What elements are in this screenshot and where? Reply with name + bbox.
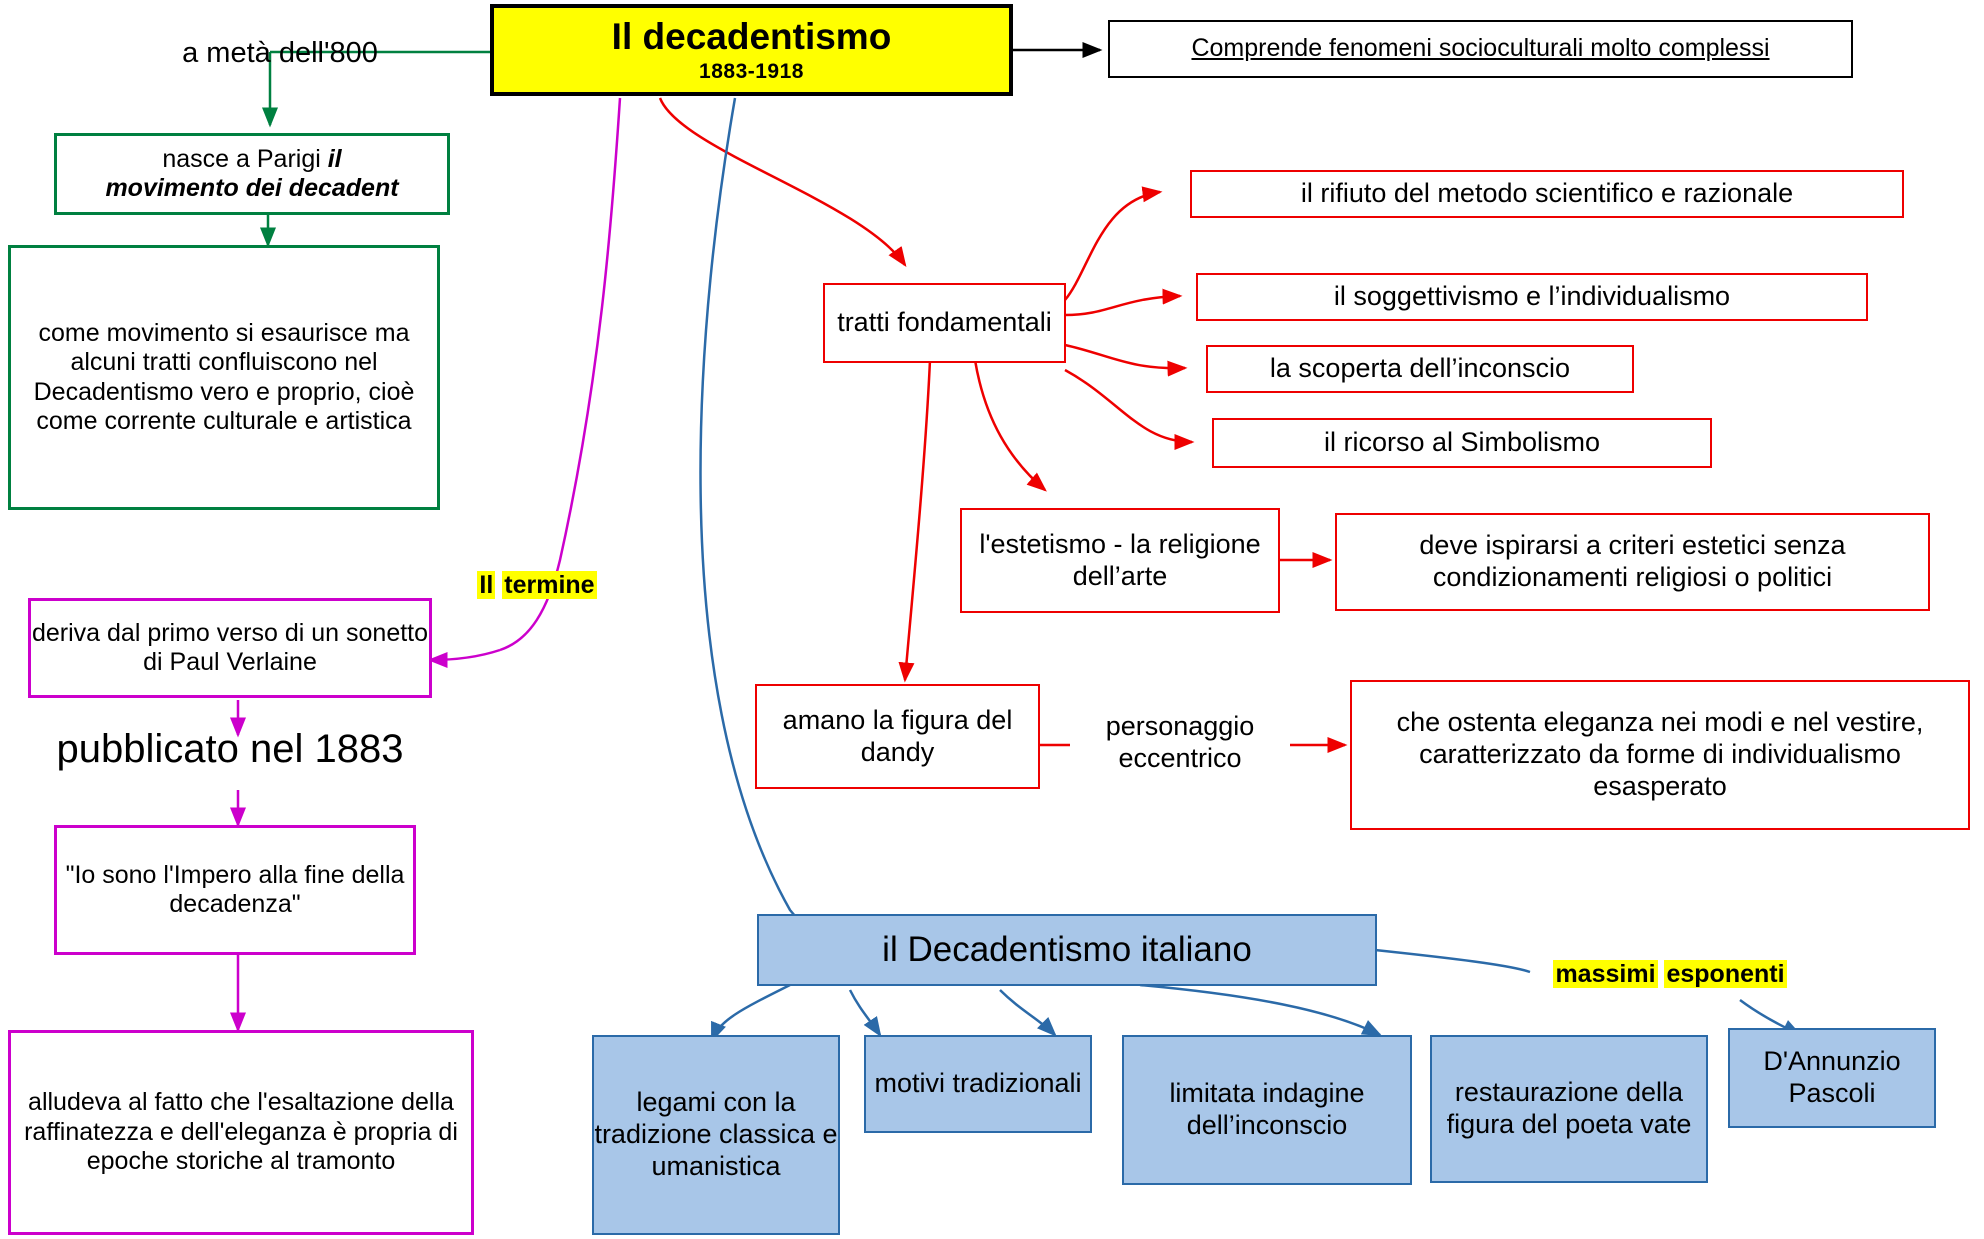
- node-tratti-fondamentali: [823, 283, 1066, 363]
- node-soggettivismo-label: il soggettivismo e l’individualismo: [1333, 281, 1731, 312]
- node-personaggio-label: personaggio eccentrico: [1105, 711, 1255, 773]
- node-deriva-sonetto: [28, 598, 432, 698]
- node-scoperta-inconscio: [1206, 345, 1634, 393]
- node-autori-dannunzio-pascoli: [1728, 1028, 1936, 1128]
- node-decadentismo-italiano: [757, 914, 1377, 986]
- node-come-movimento-label: come movimento si esaurisce ma alcuni tratti confluiscono nel Decadentismo vero e proprio, cioè come corrente culturale e artistica: [33, 318, 415, 435]
- node-tratti-label: tratti fondamentali: [837, 307, 1052, 338]
- node-come-movimento: [8, 245, 440, 510]
- node-io-sono-impero: [54, 825, 416, 955]
- node-personaggio-eccentrico: [1065, 698, 1295, 788]
- node-pubblicato-label: pubblicato nel 1883: [56, 727, 404, 772]
- node-limitata-indagine: [1122, 1035, 1412, 1185]
- node-il-termine: [442, 566, 632, 606]
- node-alludeva: [8, 1030, 474, 1235]
- node-limitata-label: limitata indagine dell’inconscio: [1169, 1078, 1365, 1140]
- node-nasce-label-2: movimento dei decadent: [105, 174, 399, 202]
- node-nasce-label-1b: il: [327, 144, 342, 173]
- node-soggettivismo-individualismo: [1196, 273, 1868, 321]
- node-ostenta-label: che ostenta eleganza nei modi e nel vestire, caratterizzato da forme di individualismo esasperato: [1396, 707, 1924, 801]
- title-main: Il decadentismo: [611, 15, 892, 57]
- title-years: 1883-1918: [699, 60, 804, 84]
- node-dec-italiano-label: il Decadentismo italiano: [882, 930, 1252, 970]
- node-deve-ispirarsi-label: deve ispirarsi a criteri estetici senza condizionamenti religiosi o politici: [1419, 530, 1846, 592]
- node-legami-label: legami con la tradizione classica e umanistica: [594, 1087, 838, 1181]
- node-estetismo-label: l'estetismo - la religione dell’arte: [979, 528, 1261, 591]
- node-nasce-label-1: nasce a Parigi: [162, 144, 328, 173]
- node-legami-tradizione: [592, 1035, 840, 1235]
- node-title: [490, 4, 1013, 96]
- node-autori-label: D'Annunzio Pascoli: [1763, 1046, 1901, 1108]
- node-massimi-esponenti: [1525, 955, 1815, 995]
- node-motivi-label: motivi tradizionali: [874, 1068, 1082, 1099]
- node-amano-dandy: [755, 684, 1040, 789]
- node-restaurazione-poeta-vate: [1430, 1035, 1708, 1183]
- node-simbolismo-label: il ricorso al Simbolismo: [1323, 427, 1601, 458]
- node-dandy-label: amano la figura del dandy: [782, 704, 1013, 767]
- node-motivi-tradizionali: [864, 1035, 1092, 1133]
- node-ostenta-eleganza: [1350, 680, 1970, 830]
- node-nasce-a-parigi: [54, 133, 450, 215]
- node-a-meta-dell-800: [150, 33, 410, 73]
- node-ricorso-simbolismo: [1212, 418, 1712, 468]
- node-rifiuto-metodo-scientifico: [1190, 170, 1904, 218]
- node-comprende: [1108, 20, 1853, 78]
- node-a-meta-label: a metà dell'800: [182, 36, 378, 69]
- node-alludeva-label: alludeva al fatto che l'esaltazione della raffinatezza e dell'eleganza è propria di epoche storiche al tramonto: [24, 1088, 458, 1176]
- node-esponenti-label: esponenti: [1666, 960, 1785, 989]
- node-io-sono-label: "Io sono l'Impero alla fine della decadenza": [65, 860, 405, 918]
- node-inconscio-label: la scoperta dell’inconscio: [1269, 353, 1571, 384]
- node-deve-ispirarsi: [1335, 513, 1930, 611]
- node-il-termine-label-a: Il: [479, 571, 494, 600]
- node-massimi-label: massimi: [1555, 960, 1656, 989]
- node-deriva-label: deriva dal primo verso di un sonetto di Paul Verlaine: [31, 618, 429, 676]
- node-estetismo: [960, 508, 1280, 613]
- node-restaurazione-label: restaurazione della figura del poeta vate: [1446, 1077, 1692, 1139]
- node-rifiuto-label: il rifiuto del metodo scientifico e razionale: [1300, 178, 1794, 209]
- node-comprende-label: Comprende fenomeni socioculturali molto complessi: [1191, 34, 1770, 63]
- node-il-termine-label-b: termine: [504, 571, 595, 600]
- node-pubblicato-1883: [20, 725, 440, 775]
